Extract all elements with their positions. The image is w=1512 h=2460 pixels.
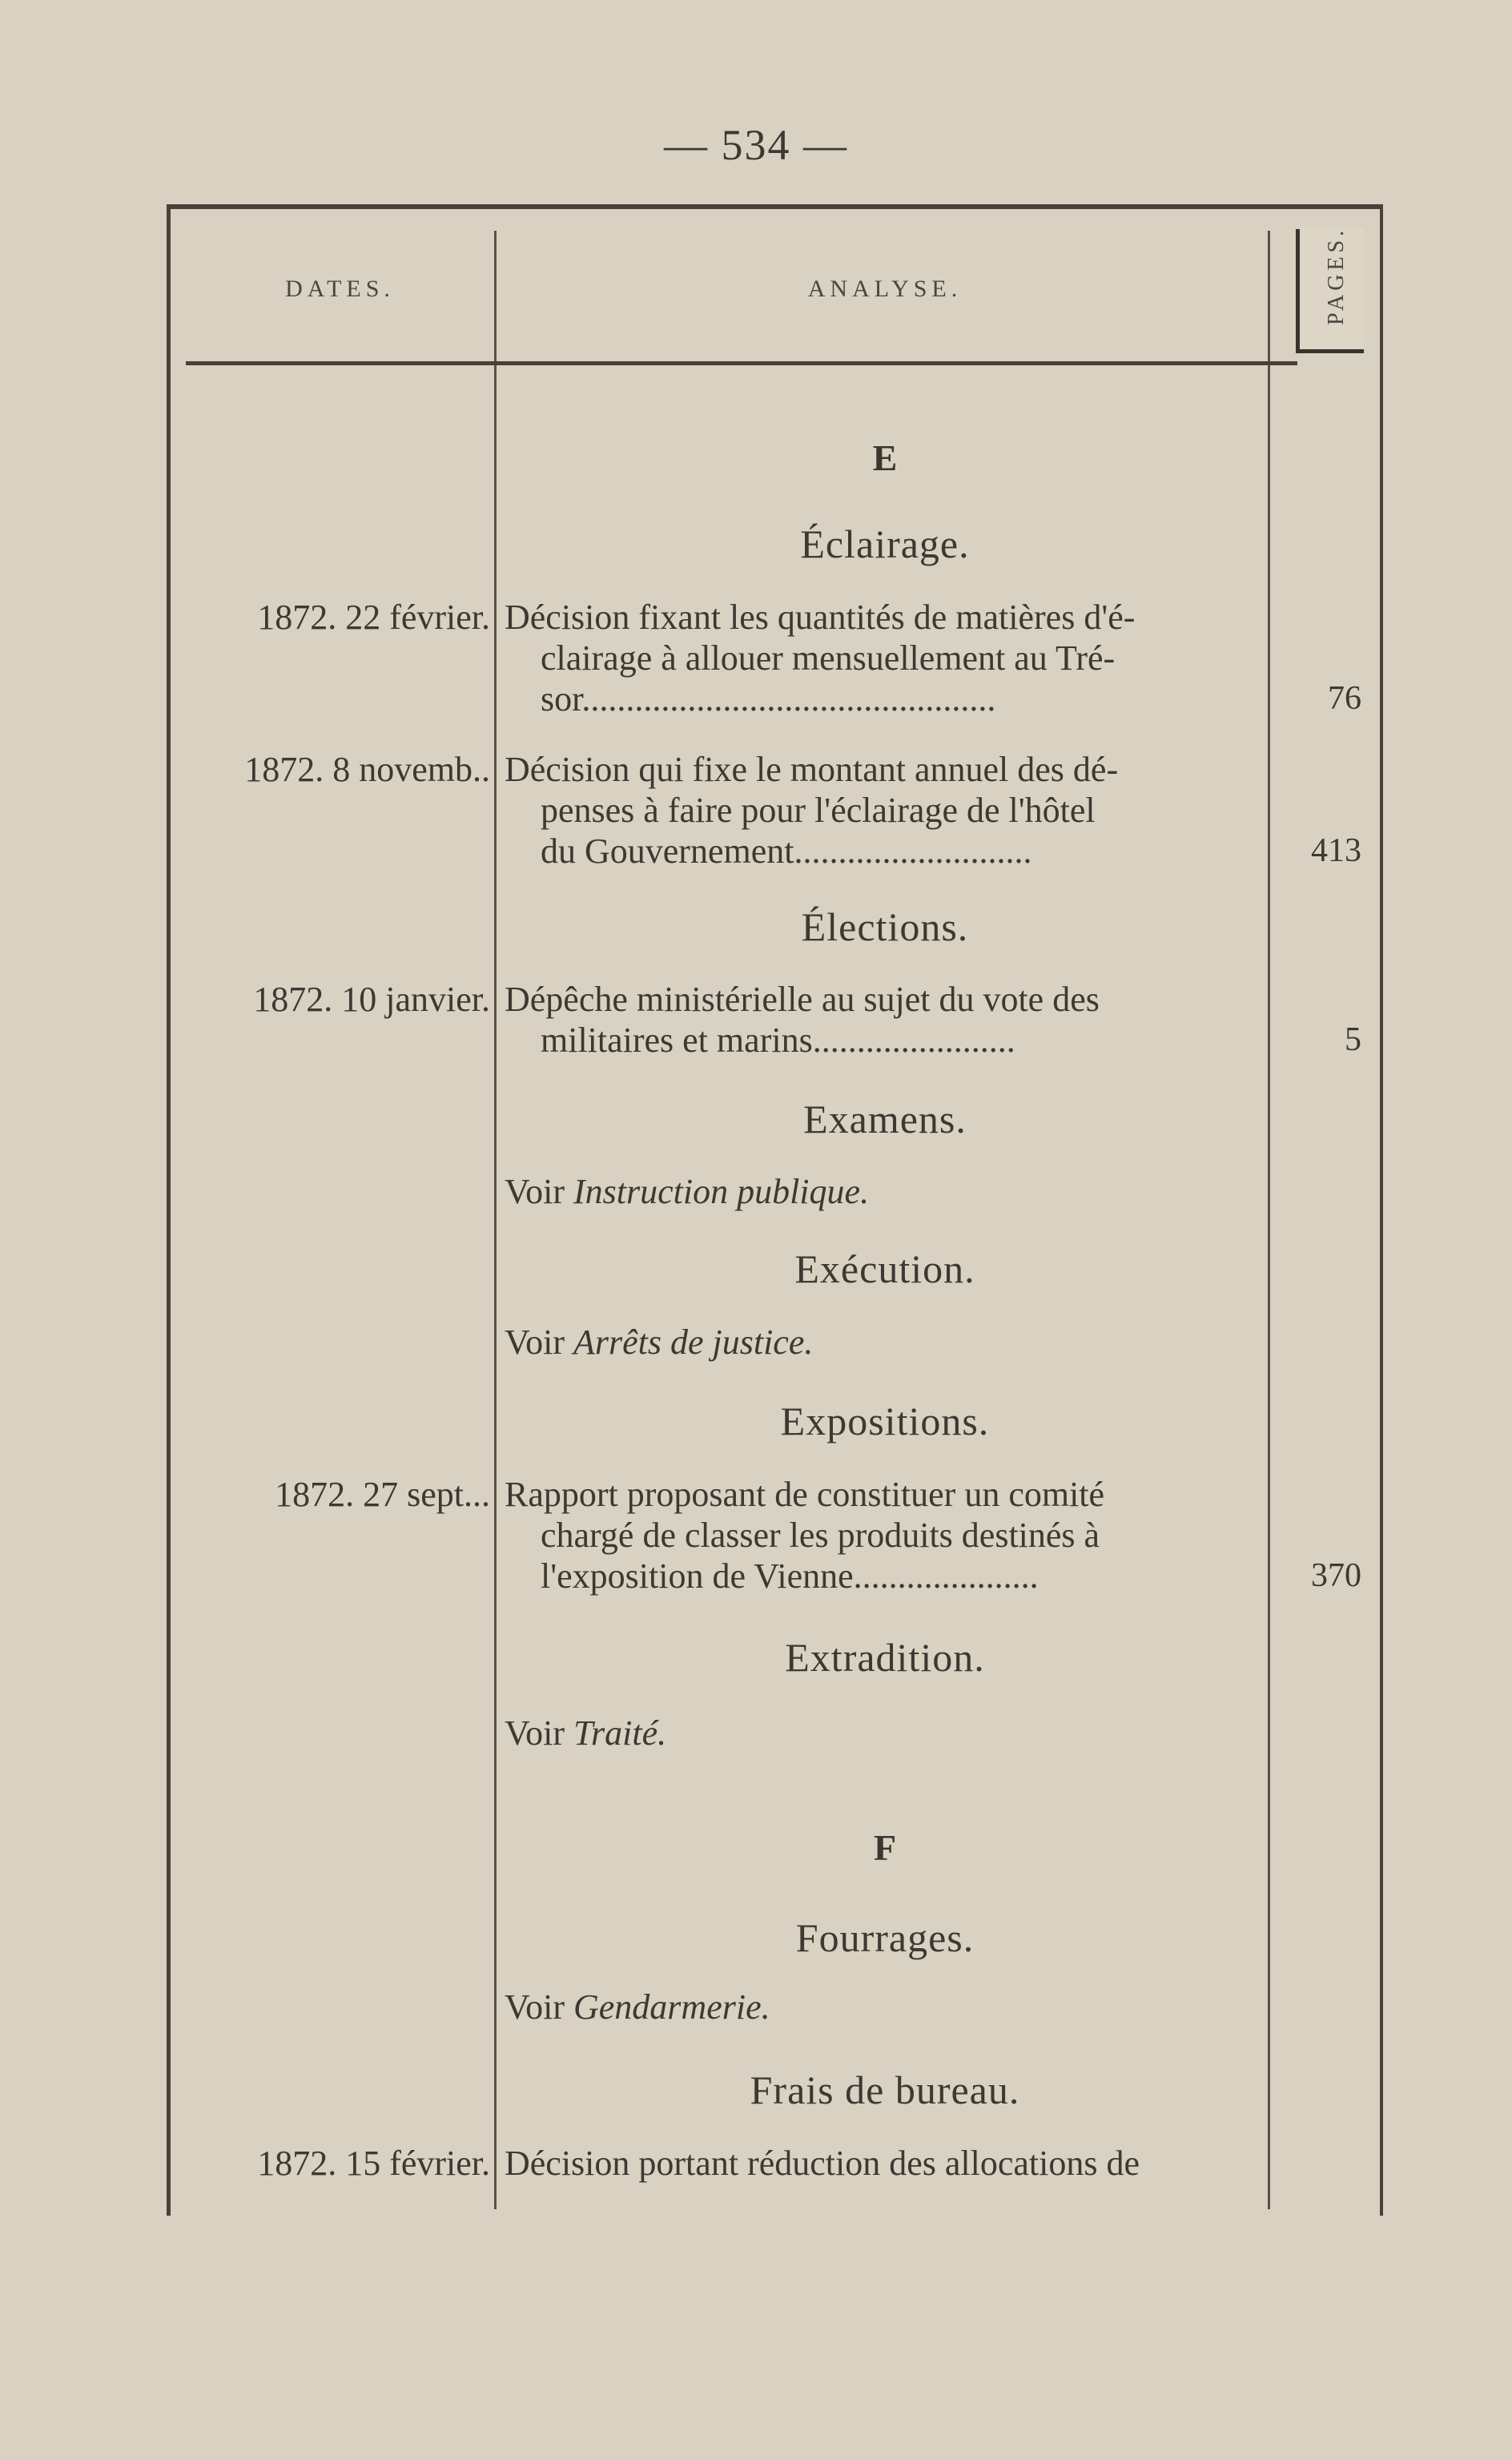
cross-reference: Voir Traité. — [505, 1713, 667, 1753]
heading-frais-de-bureau: Frais de bureau. — [750, 2067, 1020, 2112]
heading-fourrages: Fourrages. — [795, 1915, 975, 1960]
entry-page: 413 — [1311, 832, 1361, 869]
entry-page: 5 — [1345, 1021, 1361, 1058]
cross-reference: Voir Instruction publique. — [505, 1172, 870, 1211]
header-dates: DATES. — [285, 276, 395, 302]
header-analyse: ANALYSE. — [807, 276, 963, 302]
entry-analysis: Décision fixant les quantités de matières d'é- clairage à allouer mensuellement au Tré- sor............................................... — [505, 598, 1136, 719]
cross-reference: Voir Arrêts de justice. — [505, 1323, 814, 1362]
cross-reference: Voir Gendarmerie. — [505, 1987, 770, 2027]
entry-date: 1872. 8 novemb.. — [244, 750, 490, 789]
entry-analysis: Rapport proposant de constituer un comité chargé de classer les produits destinés à l'exposition de Vienne..................... — [505, 1475, 1105, 1596]
heading-elections: Élections. — [801, 904, 969, 949]
header-separator — [186, 361, 1297, 365]
dates-column-divider — [494, 231, 497, 2209]
entry-date: 1872. 22 février. — [257, 598, 490, 637]
entry-analysis: Dépêche ministérielle au sujet du vote des militaires et marins....................... — [505, 980, 1100, 1060]
header-pages: PAGES. — [1296, 229, 1364, 353]
entry-date: 1872. 10 janvier. — [253, 980, 490, 1019]
section-letter-f: F — [873, 1827, 897, 1868]
page-number: — 534 — — [664, 121, 848, 169]
heading-eclairage: Éclairage. — [800, 521, 970, 566]
entry-page: 370 — [1311, 1557, 1361, 1594]
heading-execution: Exécution. — [794, 1246, 975, 1291]
entry-date: 1872. 27 sept... — [275, 1475, 490, 1514]
heading-examens: Examens. — [803, 1097, 967, 1141]
entry-page: 76 — [1328, 680, 1361, 717]
entry-analysis: Décision portant réduction des allocations de — [505, 2144, 1140, 2183]
heading-expositions: Expositions. — [780, 1399, 990, 1443]
section-letter-e: E — [872, 437, 898, 478]
analysis-column-divider — [1268, 231, 1270, 2209]
entry-analysis: Décision qui fixe le montant annuel des dé- penses à faire pour l'éclairage de l'hôtel du Gouvernement........................... — [505, 750, 1119, 871]
heading-extradition: Extradition. — [785, 1635, 985, 1680]
entry-date: 1872. 15 février. — [257, 2144, 490, 2183]
